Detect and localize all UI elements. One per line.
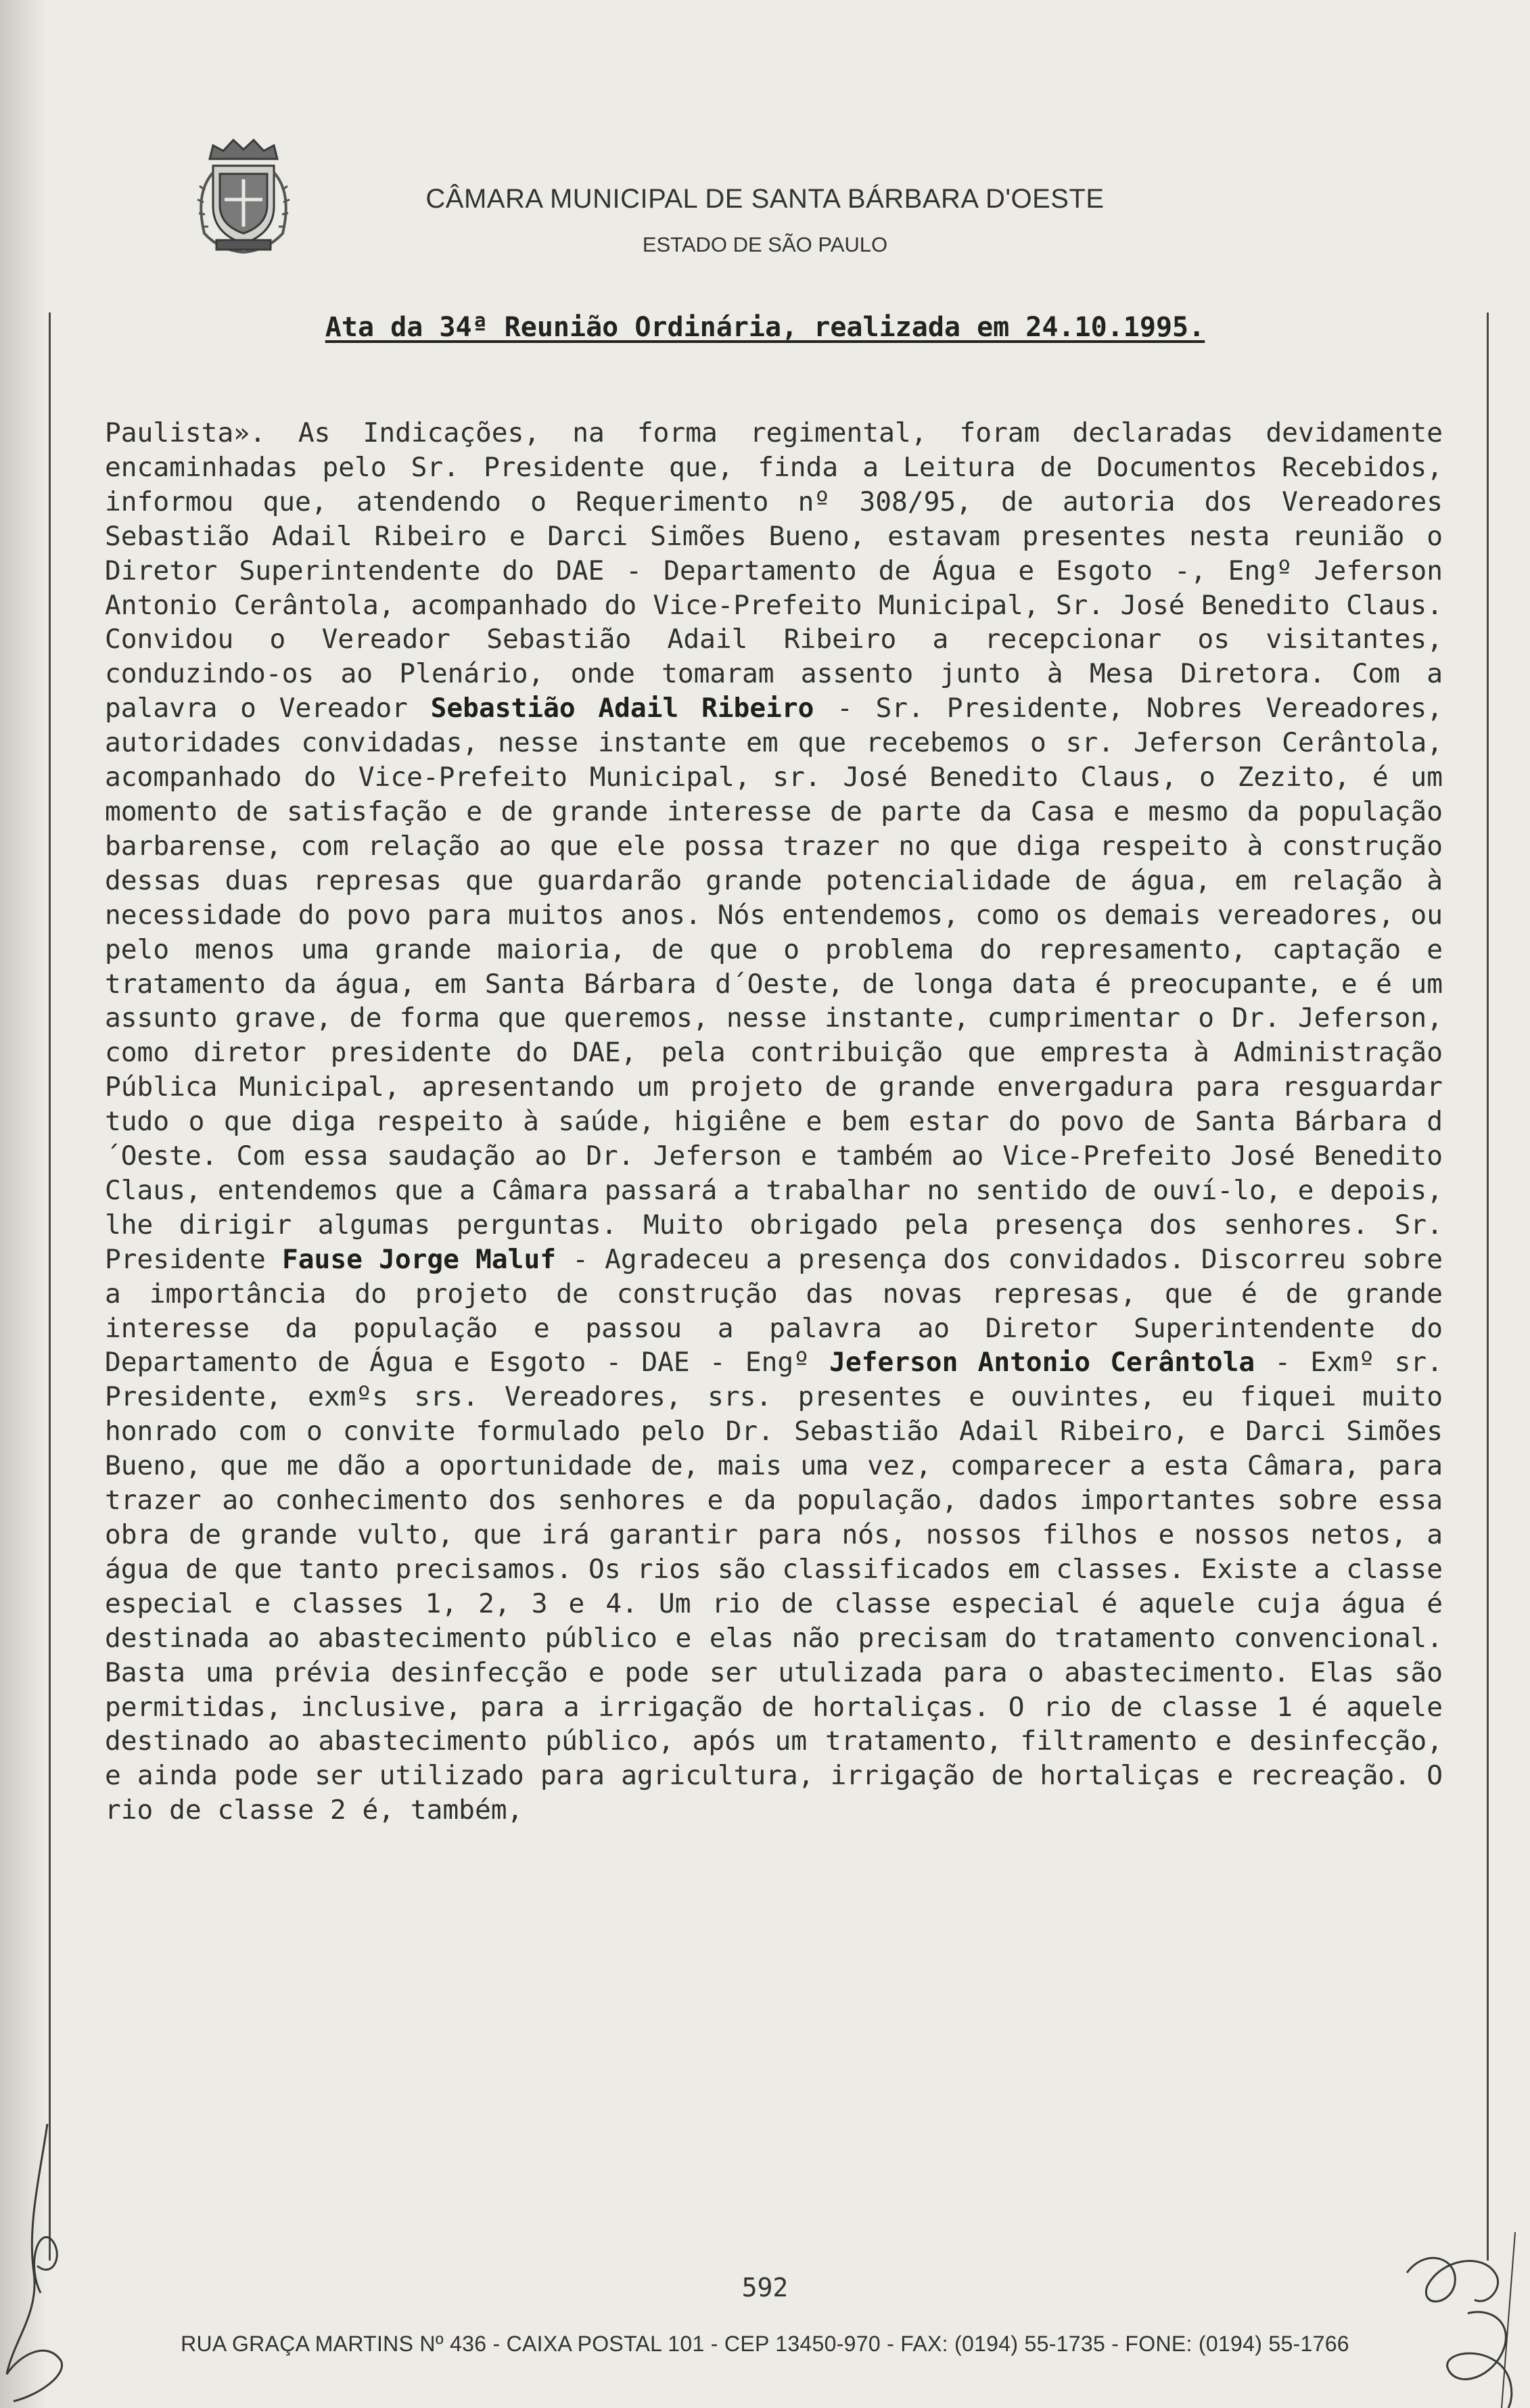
handwritten-signature-icon (1380, 2232, 1530, 2408)
speaker-name: Sebastião Adail Ribeiro (430, 693, 814, 724)
body-text-segment: - Exmº sr. Presidente, exmºs srs. Vereadores, srs. presentes e ouvintes, eu fiquei muito honrado com o convite formulado pelo Dr. Sebastião Adail Ribeiro, e Darci Simões Bueno, que me dão a oportunidade de, mais uma vez, comparecer a esta Câmara, para trazer ao conhecimento dos senhores e da população, dados importantes sobre essa obra de grande vulto, que irá garantir para nós, nossos filhos e nossos netos, a água de que tanto precisamos. Os rios são classificados em classes. Existe a classe especial e classes 1, 2, 3 e 4. Um rio de classe especial é aquele cuja água é destinada ao abastecimento público e elas não precisam do tratamento convencional. Basta uma prévia desinfecção e pode ser utulizada para o abastecimento. Elas são permitidas, inclusive, para a irrigação de hortaliças. O rio de classe 1 é aquele destinado ao abastecimento público, após um tratamento, filtramento e desinfecção, e ainda pode ser utilizado para agricultura, irrigação de hortaliças e recreação. O rio de classe 2 é, também, (105, 1347, 1443, 1826)
speaker-name: Jeferson Antonio Cerântola (829, 1347, 1255, 1379)
footer-address: RUA GRAÇA MARTINS Nº 436 - CAIXA POSTAL 101 - CEP 13450-970 - FAX: (0194) 55-1735 - FONE: (0194) 55-1766 (181, 2332, 1349, 2356)
body-text-segment: Paulista». As Indicações, na forma regimental, foram declaradas devidamente encaminhadas pelo Sr. Presidente que, finda a Leitura de Documentos Recebidos, informou que, atendendo o Requerimento nº 308/95, de autoria dos Vereadores Sebastião Adail Ribeiro e Darci Simões Bueno, estavam presentes nesta reunião o Diretor Superintendente do DAE - Departamento de Água e Esgoto -, Engº Jeferson Antonio Cerântola, acompanhado do Vice-Prefeito Municipal, Sr. José Benedito Claus. Convidou o Vereador Sebastião Adail Ribeiro a recepcionar os visitantes, conduzindo-os ao Plenário, onde tomaram assento junto à Mesa Diretora. Com a palavra o Vereador (105, 417, 1443, 724)
scan-shadow (0, 0, 47, 2408)
handwritten-signature-icon (0, 2117, 88, 2408)
left-margin-rule (49, 312, 51, 2261)
body-text-segment: - Sr. Presidente, Nobres Vereadores, autoridades convidadas, nesse instante em que recebemos o sr. Jeferson Cerântola, acompanhado do Vice-Prefeito Municipal, sr. José Benedito Claus, o Zezito, é um momento de satisfação e de grande interesse de parte da Casa e mesmo da população barbarense, com relação ao que ele possa trazer no que diga respeito à construção dessas duas represas que guardarão grande potencialidade de água, em relação à necessidade do povo para muitos anos. Nós entendemos, como os demais vereadores, ou pelo menos uma grande maioria, de que o problema do represamento, captação e tratamento da água, em Santa Bárbara d´Oeste, de longa data é preocupante, e é um assunto grave, de forma que queremos, nesse instante, cumprimentar o Dr. Jeferson, como diretor presidente do DAE, pela contribuição que empresta à Administração Pública Municipal, apresentando um projeto de grande envergadura para resguardar tudo o que diga respeito à saúde, higiêne e bem estar do povo de Santa Bárbara d´Oeste. Com essa saudação ao Dr. Jeferson e também ao Vice-Prefeito José Benedito Claus, entendemos que a Câmara passará a trabalhar no sentido de ouví-lo, e depois, lhe dirigir algumas perguntas. Muito obrigado pela presença dos senhores. Sr. Presidente (105, 693, 1443, 1275)
state-name: ESTADO DE SÃO PAULO (642, 233, 888, 256)
document-body (105, 416, 1443, 1828)
body-text-segment: - Agradeceu a presença dos convidados. Discorreu sobre a importância do projeto de construção das novas represas, que é de grande interesse da população e passou a palavra ao Diretor Superintendente do Departamento de Água e Esgoto - DAE - Engº (105, 1243, 1443, 1379)
page-number: 592 (741, 2273, 789, 2302)
right-margin-rule (1487, 312, 1489, 2261)
speaker-name: Fause Jorge Maluf (281, 1243, 557, 1275)
institution-name: CÂMARA MUNICIPAL DE SANTA BÁRBARA D'OESTE (425, 184, 1105, 214)
document-title: Ata da 34ª Reunião Ordinária, realizada em 24.10.1995. (325, 312, 1205, 343)
